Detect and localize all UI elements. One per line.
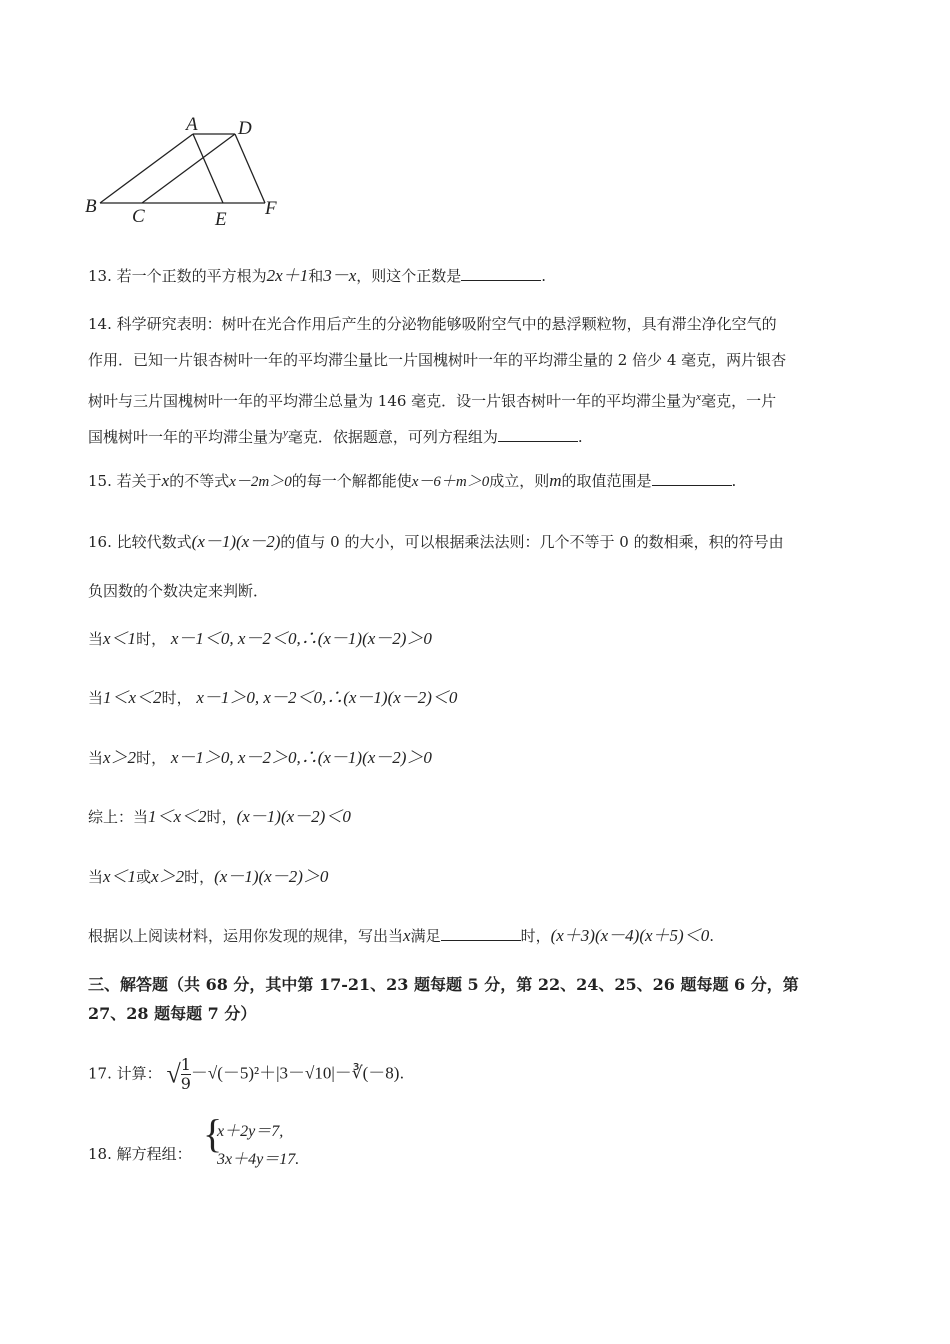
section-3-heading-line-1: 三、解答题（共 68 分，其中第 17-21、23 题每题 5 分，第 22、24、25、26 题每题 6 分，第 <box>88 975 799 994</box>
label-d: D <box>238 118 252 139</box>
question-14-line-4: 国槐树叶一年的平均滞尘量为$^y$毫克．依据题意，可列方程组为 . <box>88 427 583 446</box>
label-c: C <box>132 206 145 227</box>
equation-system: { x＋2y＝7, 3x＋4y＝17. <box>203 1111 300 1168</box>
label-a: A <box>186 114 198 135</box>
segment-df <box>235 134 265 203</box>
question-16-line-1: 16. 比较代数式(x－1)(x－2)的值与 0 的大小，可以根据乘法法则：几个不等于 0 的数相乘，积的符号由 <box>88 532 784 551</box>
question-17: 17. 计算： √ $\frac{1}{9}$ －√(－5)²＋|3－√10|－∛(－8). <box>88 1055 405 1093</box>
answer-blank-15[interactable] <box>652 471 732 486</box>
section-3-heading-line-2: 27、28 题每题 7 分） <box>88 1004 257 1023</box>
question-16-summary: 综上：当1＜x＜2时，(x－1)(x－2)＜0 <box>88 807 351 826</box>
question-13: 13. 若一个正数的平方根为2x＋1和3－x，则这个正数是 . <box>88 266 547 285</box>
question-16-line-2: 负因数的个数决定来判断． <box>88 582 269 600</box>
answer-blank-16[interactable] <box>441 926 521 941</box>
fraction-one-ninth: $\frac{1}{9}$ <box>180 1055 191 1093</box>
question-16-case-2: 当1＜x＜2时， x－1＞0, x－2＜0,∴(x－1)(x－2)＜0 <box>88 688 458 707</box>
segment-dc <box>142 134 235 203</box>
question-14-line-2: 作用．已知一片银杏树叶一年的平均滞尘量比一片国槐树叶一年的平均滞尘量的 2 倍少 4 毫克，两片银杏 <box>88 351 787 369</box>
question-16-case-1: 当x＜1时， x－1＜0, x－2＜0,∴(x－1)(x－2)＞0 <box>88 629 432 648</box>
answer-blank-13[interactable] <box>461 266 541 281</box>
question-16-case-3: 当x＞2时， x－1＞0, x－2＞0,∴(x－1)(x－2)＞0 <box>88 748 432 767</box>
question-15: 15. 若关于x的不等式x－2m＞0的每一个解都能使x－6＋m＞0成立，则m的取值范围是 . <box>88 471 737 490</box>
label-e: E <box>215 209 227 230</box>
question-14-line-3: 树叶与三片国槐树叶一年的平均滞尘总量为 146 毫克．设一片银杏树叶一年的平均滞尘量为$^x$毫克，一片 <box>88 391 777 410</box>
segment-ab <box>100 134 193 203</box>
label-f: F <box>265 198 277 219</box>
question-16-final: 根据以上阅读材料，运用你发现的规律，写出当x满足 时，(x＋3)(x－4)(x＋5)＜0. <box>88 926 714 945</box>
geometry-figure <box>80 110 300 230</box>
left-brace: { <box>203 1111 223 1156</box>
segment-ae <box>193 134 223 203</box>
question-18: 18. 解方程组： <box>88 1145 192 1163</box>
answer-blank-14[interactable] <box>498 427 578 442</box>
question-16-or-case: 当x＜1或x＞2时，(x－1)(x－2)＞0 <box>88 867 329 886</box>
question-14-line-1: 14. 科学研究表明：树叶在光合作用后产生的分泌物能够吸附空气中的悬浮颗粒物，具有滞尘净化空气的 <box>88 315 777 333</box>
label-b: B <box>85 196 97 217</box>
